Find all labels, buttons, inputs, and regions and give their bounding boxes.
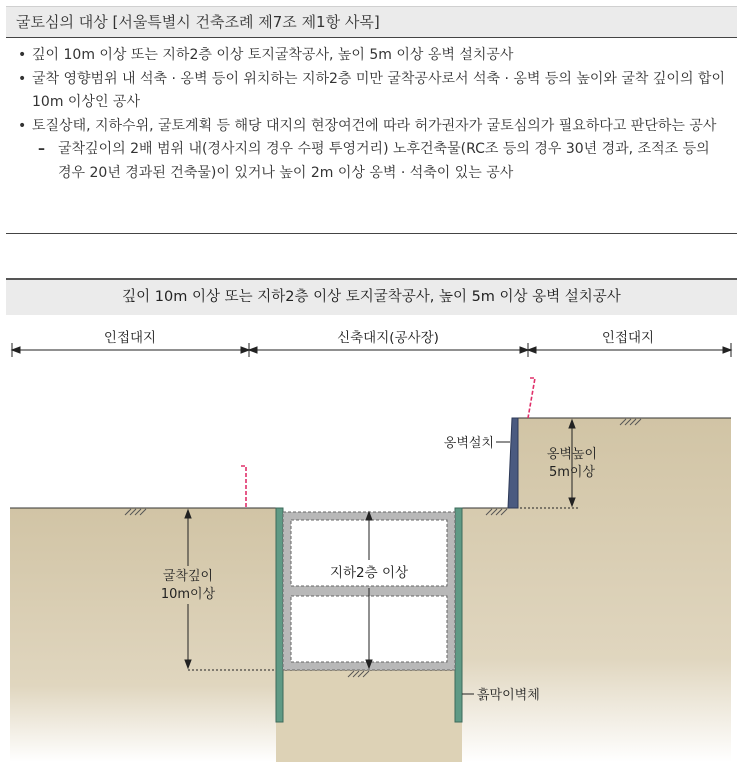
- criteria-item: [6, 68, 737, 115]
- earth-wall-left: [276, 508, 283, 722]
- criteria-item-text: 깊이 10m 이상 또는 지하2층 이상 토지굴착공사, 높이 5m 이상 옹벽 설치공사: [32, 47, 514, 63]
- bullet-icon: •: [18, 70, 27, 87]
- wall-height-label-1: 옹벽높이: [546, 447, 598, 462]
- zone-label-center: 신축대지(공사장): [337, 330, 439, 346]
- dig-depth-label-1: 굴착깊이: [162, 569, 214, 584]
- criteria-subitem-text: 굴착깊이의 2배 범위 내(경사지의 경우 수평 투영거리) 노후건축물(RC조 등의 경우 30년 경과, 조적조 등의 경우 20년 경과된 건축물)이 있거나 높이 2m 이상 옹벽 · 석축이 있는 공사: [58, 141, 710, 181]
- earth-wall-right: [455, 508, 462, 722]
- criteria-item-text: 토질상태, 지하수위, 굴토계획 등 해당 대지의 현장여건에 따라 허가권자가 굴토심의가 필요하다고 판단하는 공사: [32, 117, 717, 134]
- criteria-divider: [6, 233, 737, 234]
- retaining-wall-label: 옹벽설치: [443, 436, 494, 451]
- soil-under-excavation: [276, 670, 462, 762]
- zone-label-right: 인접대지: [601, 330, 655, 346]
- criteria-box: [6, 6, 737, 185]
- zone-label-left: 인접대지: [103, 330, 157, 346]
- bullet-icon: •: [18, 47, 27, 63]
- bullet-icon: •: [18, 117, 27, 134]
- basement-label: 지하2층 이상: [329, 565, 409, 581]
- excavation-diagram: [0, 313, 743, 762]
- wall-height-label-2: 5m이상: [548, 465, 596, 480]
- dig-depth-label-2: 10m이상: [160, 587, 216, 602]
- earth-wall-label: 흙막이벽체: [477, 688, 540, 703]
- criteria-item: [6, 44, 737, 68]
- dash-icon: –: [38, 141, 45, 157]
- criteria-title: 굴토심의 대상 [서울특별시 건축조례 제7조 제1항 사목]: [6, 6, 737, 38]
- criteria-item: [6, 115, 737, 139]
- criteria-list: [6, 38, 737, 185]
- soil-ground: [10, 508, 276, 762]
- criteria-item-text: 굴착 영향범위 내 석축 · 옹벽 등이 위치하는 지하2층 미만 굴착공사로서 석축 · 옹벽 등의 높이와 굴착 깊이의 합이 10m 이상인 공사: [32, 70, 725, 110]
- diagram-title: 깊이 10m 이상 또는 지하2층 이상 토지굴착공사, 높이 5m 이상 옹벽 설치공사: [6, 278, 737, 315]
- retaining-wall: [508, 418, 518, 508]
- soil-ground-right: [462, 418, 731, 762]
- criteria-subitem: [6, 138, 737, 185]
